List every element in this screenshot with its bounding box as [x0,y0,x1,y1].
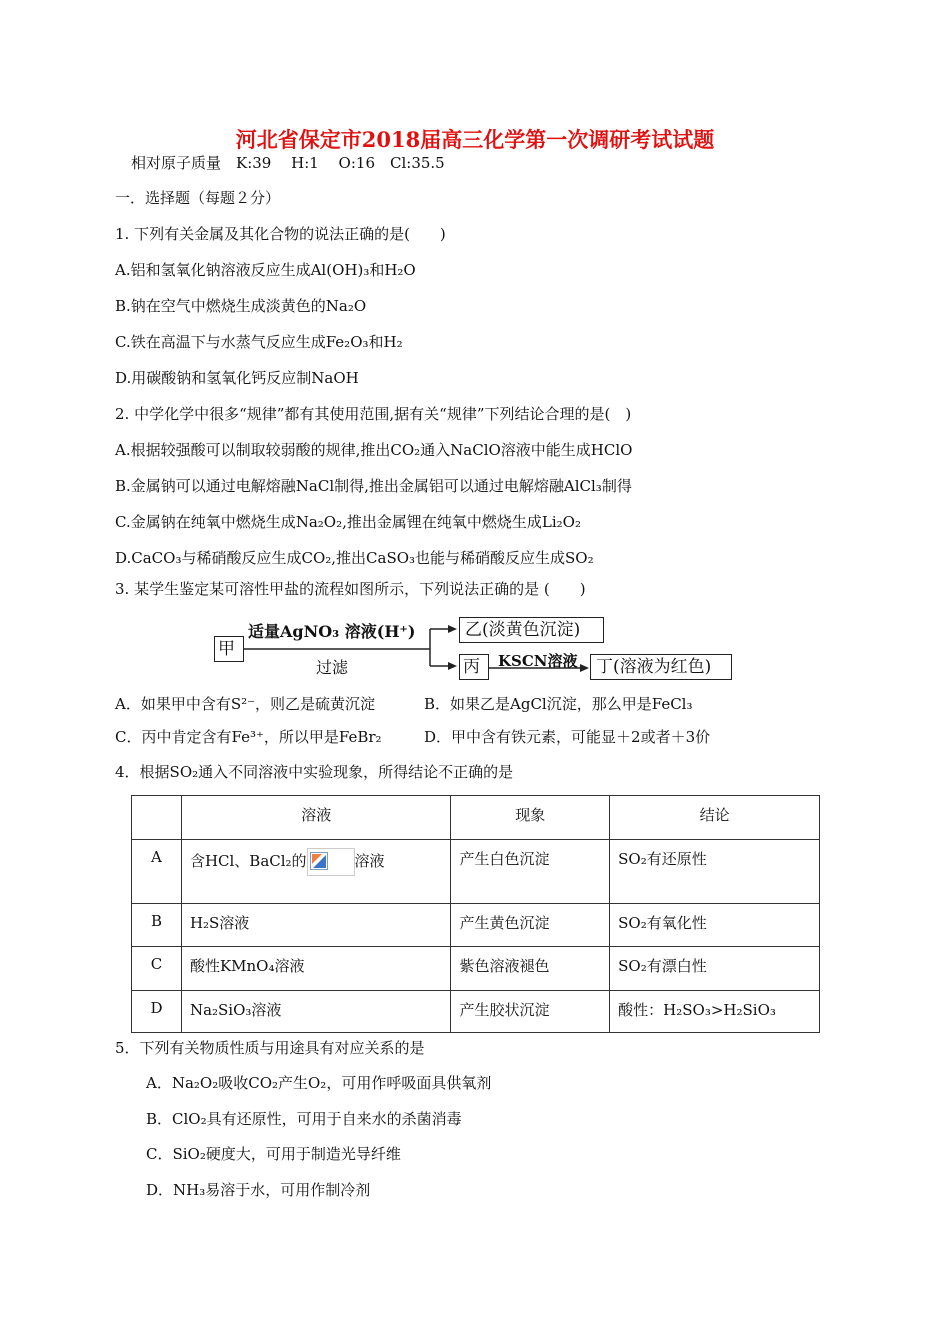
diagram-box-yi: 乙(淡黄色沉淀) [459,617,604,643]
table-cell-observation: 产生黄色沉淀 [451,904,610,947]
table-cell-option: D [132,991,182,1033]
table-row [132,947,820,991]
solution-text-pre: 含HCl、BaCl₂的 [189,852,307,870]
q2-option-c: C.金属钠在纯氧中燃烧生成Na₂O₂,推出金属锂在纯氧中燃烧生成Li₂O₂ [115,513,581,531]
table-header-cell [132,796,182,840]
table-cell-option: C [132,947,182,991]
diagram-filter-label: 过滤 [316,658,349,677]
table-cell-solution: Na₂SiO₃溶液 [181,991,451,1033]
q1-option-d: D.用碳酸钠和氢氧化钙反应制NaOH [115,369,359,387]
q2-option-a: A.根据较强酸可以制取较弱酸的规律,推出CO₂通入NaClO溶液中能生成HClO [115,441,633,459]
table-header-cell: 现象 [451,796,610,840]
diagram-box-bing: 丙 [459,654,489,680]
q3-option-a: A．如果甲中含有S²⁻，则乙是硫黄沉淀 [115,695,376,713]
diagram-box-ding: 丁(溶液为红色) [590,654,732,680]
q5-option-c: C．SiO₂硬度大，可用于制造光导纤维 [146,1145,401,1163]
page-title: 河北省保定市2018届高三化学第一次调研考试试题 [235,127,715,152]
diagram-box-jia: 甲 [214,636,244,662]
q3-option-d: D．甲中含有铁元素，可能显＋2或者＋3价 [424,728,711,746]
table-cell-conclusion: SO₂有还原性 [610,840,820,904]
table-cell-option: A [132,840,182,904]
table-cell-conclusion: 酸性：H₂SO₃>H₂SiO₃ [610,991,820,1033]
q1-stem: 1. 下列有关金属及其化合物的说法正确的是( ) [115,225,446,243]
q3-option-c: C．丙中肯定含有Fe³⁺，所以甲是FeBr₂ [115,728,382,746]
atomic-mass-line: 相对原子质量 K:39 H:1 O:16 Cl:35.5 [131,154,445,172]
diagram-reagent-label: 适量AgNO₃ 溶液(H⁺) [248,622,416,641]
table-header-cell: 结论 [610,796,820,840]
q5-option-d: D．NH₃易溶于水，可用作制冷剂 [146,1181,371,1199]
q1-option-a: A.铝和氢氧化钠溶液反应生成Al(OH)₃和H₂O [115,261,416,279]
table-cell-observation: 紫色溶液褪色 [451,947,610,991]
q5-stem: 5．下列有关物质性质与用途具有对应关系的是 [115,1039,425,1057]
table-cell-observation: 产生胶状沉淀 [451,991,610,1033]
table-row [132,991,820,1033]
q1-option-b: B.钠在空气中燃烧生成淡黄色的Na₂O [115,297,367,315]
table-cell-conclusion: SO₂有漂白性 [610,947,820,991]
q4-stem: 4．根据SO₂通入不同溶液中实验现象，所得结论不正确的是 [115,763,514,781]
solution-text-post: 溶液 [354,852,385,870]
diagram-kscn-label: KSCN溶液 [498,652,578,670]
table-row [132,904,820,947]
table-cell-solution: 酸性KMnO₄溶液 [181,947,451,991]
q5-option-a: A．Na₂O₂吸收CO₂产生O₂，可用作呼吸面具供氧剂 [146,1074,492,1092]
q2-option-b: B.金属钠可以通过电解熔融NaCl制得,推出金属铝可以通过电解熔融AlCl₃制得 [115,477,632,495]
q3-stem: 3. 某学生鉴定某可溶性甲盐的流程如图所示，下列说法正确的是 ( ) [115,580,586,598]
table-cell-conclusion: SO₂有氧化性 [610,904,820,947]
q1-option-c: C.铁在高温下与水蒸气反应生成Fe₂O₃和H₂ [115,333,403,351]
diagram-kscn-arrow [489,660,589,676]
q5-option-b: B．ClO₂具有还原性，可用于自来水的杀菌消毒 [146,1110,462,1128]
table-cell-solution [181,840,451,904]
q2-option-d: D.CaCO₃与稀硝酸反应生成CO₂,推出CaSO₃也能与稀硝酸反应生成SO₂ [115,549,594,567]
table-header-cell: 溶液 [181,796,451,840]
table-row [132,840,820,904]
table-cell-solution: H₂S溶液 [181,904,451,947]
section-heading: 一．选择题（每题２分） [115,189,281,207]
q3-option-b: B．如果乙是AgCl沉淀，那么甲是FeCl₃ [424,695,693,713]
q4-table [131,795,820,1033]
broken-image-icon [307,848,355,876]
table-header-row [132,796,820,840]
table-cell-observation: 产生白色沉淀 [451,840,610,904]
table-cell-option: B [132,904,182,947]
q2-stem: 2. 中学化学中很多“规律”都有其使用范围,据有关“规律”下列结论合理的是( ) [115,405,632,423]
